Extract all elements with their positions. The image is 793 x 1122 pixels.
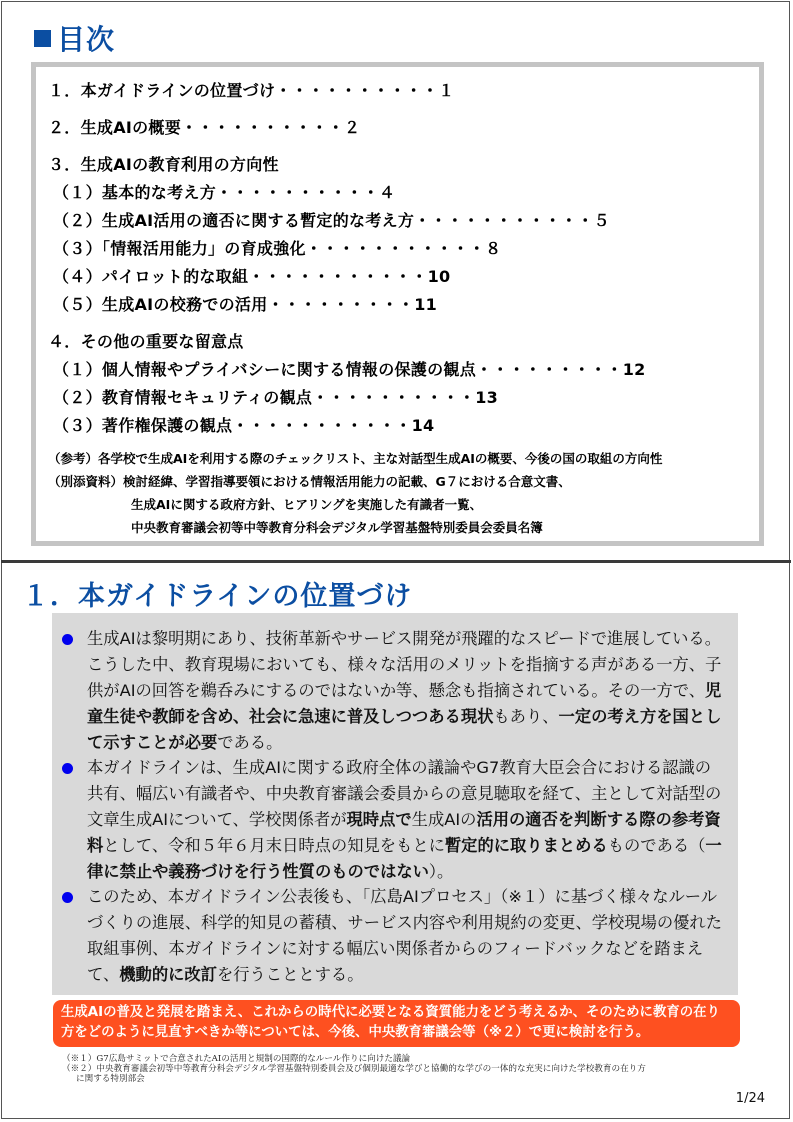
- callout-box: 生成AIの普及と発展を踏まえ、これからの時代に必要となる資質能力をどう考えるか、そのために教育の在り方をどのように見直すべきか等については、今後、中央教育審議会等（※２）で更に検討を行う。: [53, 1000, 740, 1047]
- toc-item[interactable]: （２）生成AI活用の適否に関する暫定的な考え方・・・・・・・・・・・５: [53, 211, 610, 230]
- bullet-text: このため、本ガイドライン公表後も、「広島AIプロセス」（※１）に基づく様々なルールづくりの進展、科学的知見の蓄積、サービス内容や利用規約の変更、学校現場の優れた取組事例、本ガイドラインに対する幅広い関係者からのフィードバックなどを踏まえて、機動的に改訂を行うこととする。: [87, 887, 722, 984]
- bullet-dot-icon: [62, 763, 73, 774]
- toc-item[interactable]: ２．生成AIの概要・・・・・・・・・・２: [48, 118, 361, 137]
- toc-appendix-note-cont: 生成AIに関する政府方針、ヒアリングを実施した有識者一覧、: [131, 497, 483, 512]
- section-title: １．本ガイドラインの位置づけ: [22, 581, 413, 612]
- bullet-paragraph: [62, 884, 722, 988]
- toc-item[interactable]: （３）著作権保護の観点・・・・・・・・・・・14: [53, 416, 435, 435]
- toc-item[interactable]: （３）「情報活用能力」の育成強化・・・・・・・・・・・８: [53, 239, 502, 258]
- toc-item[interactable]: （１）個人情報やプライバシーに関する情報の保護の観点・・・・・・・・・12: [53, 360, 646, 379]
- toc-reference-note: （参考）各学校で生成AIを利用する際のチェックリスト、主な対話型生成AIの概要、今後の国の取組の方向性: [48, 451, 663, 466]
- bullet-text: 生成AIは黎明期にあり、技術革新やサービス開発が飛躍的なスピードで進展している。こうした中、教育現場においても、様々な活用のメリットを指摘する声がある一方、子供がAIの回答を鵜呑みにするのではないか等、懸念も指摘されている。その一方で、児童生徒や教師を含め、社会に急速に普及しつつある現状もあり、一定の考え方を国として示すことが必要である。: [87, 629, 722, 752]
- bullet-paragraph: [62, 626, 722, 756]
- toc-item[interactable]: （４）パイロット的な取組・・・・・・・・・・・10: [53, 267, 451, 286]
- footnotes: [62, 1054, 646, 1084]
- footnote-2-cont: に関する特別部会: [76, 1074, 145, 1084]
- bullet-dot-icon: [62, 634, 73, 645]
- toc-appendix-note: （別添資料）検討経緯、学習指導要領における情報活用能力の記載、G７における合意文書、: [48, 474, 571, 489]
- footnote-2: （※２）中央教育審議会初等中等教育分科会デジタル学習基盤特別委員会及び個別最適な学びと協働的な学びの一体的な充実に向けた学校教育の在り方: [62, 1064, 646, 1074]
- toc-item[interactable]: （２）教育情報セキュリティの観点・・・・・・・・・・13: [53, 388, 499, 407]
- toc-box: [31, 62, 764, 546]
- toc-item[interactable]: １．本ガイドラインの位置づけ・・・・・・・・・・１: [48, 81, 455, 100]
- toc-appendix-note-cont: 中央教育審議会初等中等教育分科会デジタル学習基盤特別委員会委員名簿: [131, 520, 543, 535]
- bullet-text: 本ガイドラインは、生成AIに関する政府全体の議論やG7教育大臣会合における認識の共有、幅広い有識者や、中央教育審議会委員からの意見聴取を経て、主として対話型の文章生成AIについて、学校関係者が現時点で生成AIの活用の適否を判断する際の参考資料として、令和５年６月末日時点の知見をもとに暫定的に取りまとめるものである（一律に禁止や義務づけを行う性質のものではない）。: [87, 758, 722, 881]
- toc-item[interactable]: ４．その他の重要な留意点: [48, 332, 244, 351]
- square-bullet-icon: [34, 30, 51, 47]
- bullet-dot-icon: [62, 892, 73, 903]
- toc-item[interactable]: （１）基本的な考え方・・・・・・・・・・４: [53, 183, 396, 202]
- toc-heading: [34, 18, 115, 58]
- toc-item[interactable]: （５）生成AIの校務での活用・・・・・・・・・11: [53, 295, 438, 314]
- toc-item[interactable]: ３．生成AIの教育利用の方向性: [48, 155, 279, 174]
- content-box: [52, 613, 738, 995]
- bullet-paragraph: [62, 755, 722, 885]
- slide-divider: [1, 560, 791, 563]
- page-number: 1/24: [735, 1091, 765, 1106]
- toc-title: 目次: [57, 23, 116, 56]
- footnote-1: （※１）G7広島サミットで合意されたAIの活用と規制の国際的なルール作りに向けた議論: [62, 1054, 411, 1064]
